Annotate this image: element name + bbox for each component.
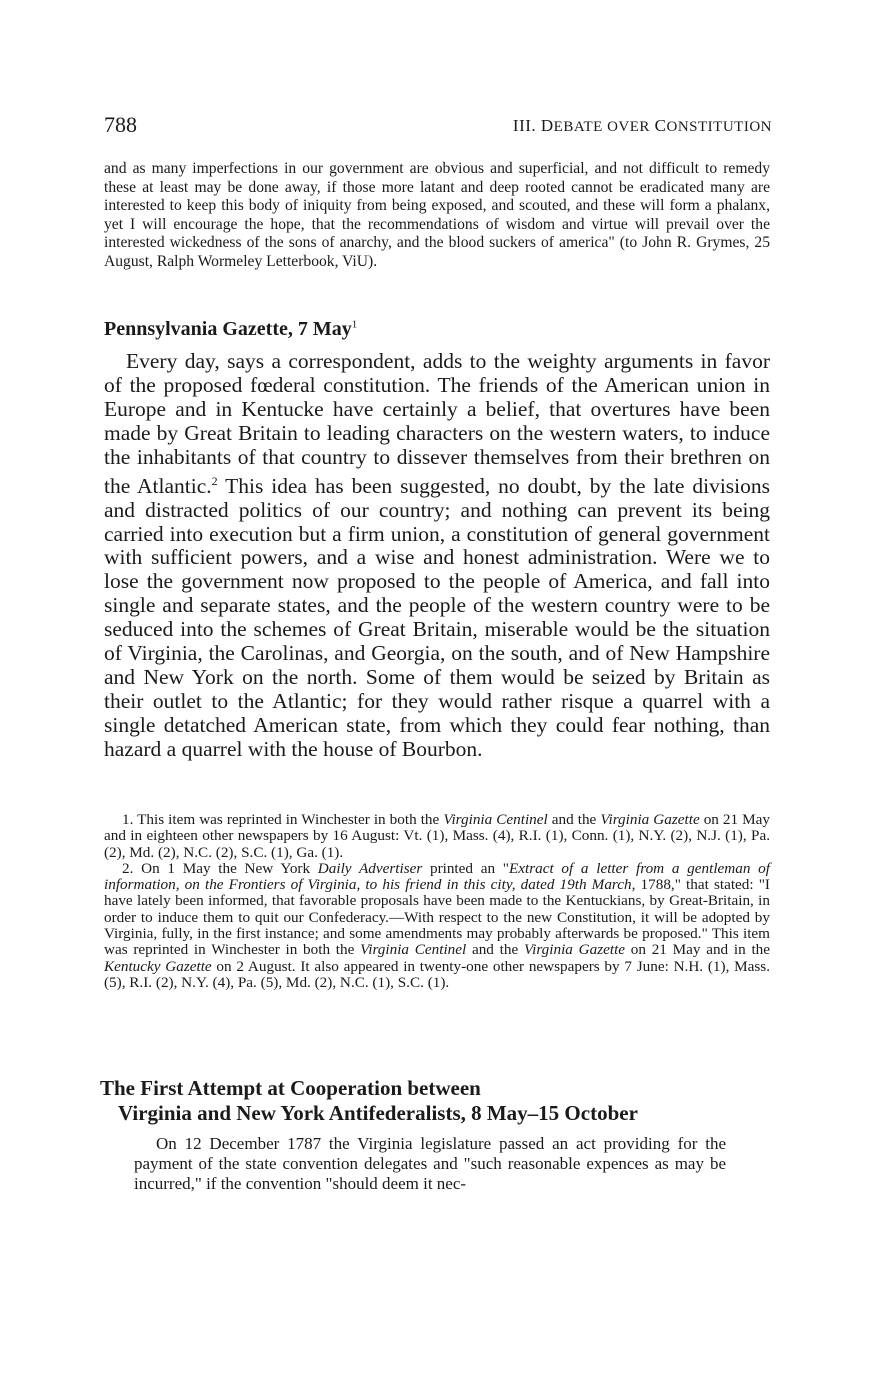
article-paragraph: Every day, says a correspondent, adds to the weighty arguments in favor of the proposed fœderal constitution. The friends of the American union in Europe and in Kentucke have certainly a belief, that overtures have been made by Great Britain to leading characters on the western waters, to induce the inhabitants of that country to dissever themselves from their brethren on the Atlantic.$^2$ This idea has been suggested, no doubt, by the late divisions and distracted politics of our country; and nothing can prevent its being carried into execution but a firm union, a constitution of general government with sufficient powers, and a wise and honest administration. Were we to lose the government now proposed to the people of America, and fall into single and separate states, and the people of the western country were to be seduced into the schemes of Great Britain, miserable would be the situation of Virginia, the Carolinas, and Georgia, on the south, and of New Hampshire and New York on the north. Some of them would be seized by Britain as their outlet to the Atlantic; for they would rather risque a quarrel with a single detatched American state, from which they could fear nothing, than hazard a quarrel with the house of Bourbon. [104, 349, 770, 761]
section-heading: Pennsylvania Gazette, 7 May$^1$ [104, 318, 358, 340]
chapter-heading [100, 1076, 780, 1126]
running-title: III. DEBATE OVER CONSTITUTION [512, 116, 772, 135]
article-body [104, 350, 770, 762]
footnote-1: 1. This item was reprinted in Winchester in both the Virginia Centinel and the Virginia Gazette on 21 May and in eighteen other newspapers by 16 August: Vt. (1), Mass. (4), R.I. (1), Conn. (1), N.Y. (2), N.J. (1), Pa. (2), Md. (2), N.C. (2), S.C. (1), Ga. (1). [104, 811, 770, 861]
footnote-ref-1: 1 [351, 318, 358, 331]
chapter-intro [134, 1134, 726, 1194]
footnote-ref-2: 2 [211, 473, 218, 488]
intro-paragraph: On 12 December 1787 the Virginia legislature passed an act providing for the payment of the state convention delegates and "such reasonable expences as may be incurred," if the convention "should deem it nec- [134, 1134, 726, 1193]
chapter-heading-line-2: Virginia and New York Antifederalists, 8 May–15 October [118, 1101, 638, 1125]
continued-note-text: and as many imperfections in our government are obvious and superficial, and not difficult to remedy these at least may be done away, if those more latant and deep rooted cannot be eradicated many are interested to keep this body of iniquity from being exposed, and scouted, and these will form a phalanx, yet I will encourage the hope, that the recommendations of wisdom and virtue will prevail over the interested wickedness of the sons of anarchy, and the blood suckers of america" (to John R. Grymes, 25 August, Ralph Wormeley Letterbook, ViU). [104, 160, 770, 270]
running-head [104, 112, 772, 144]
page-number: 788 [104, 112, 137, 137]
footnotes [104, 812, 770, 991]
chapter-heading-line-1: The First Attempt at Cooperation between [100, 1076, 481, 1100]
footnote-2: 2. On 1 May the New York Daily Advertiser printed an "Extract of a letter from a gentleman of information, on the Frontiers of Virginia, to his friend in this city, dated 19th March, 1788," that stated: "I have lately been informed, that favorable proposals have been made to the Kentuckians, by Great-Britain, in order to induce them to quit our Confederacy.—With respect to the new Constitution, it will be adopted by Virginia, fully, in the first instance; and some amendments may probably afterwards be proposed." This item was reprinted in Winchester in both the Virginia Centinel and the Virginia Gazette on 21 May and in the Kentucky Gazette on 2 August. It also appeared in twenty-one other newspapers by 7 June: N.H. (1), Mass. (5), R.I. (2), N.Y. (4), Pa. (5), Md. (2), N.C. (1), S.C. (1). [104, 859, 770, 991]
